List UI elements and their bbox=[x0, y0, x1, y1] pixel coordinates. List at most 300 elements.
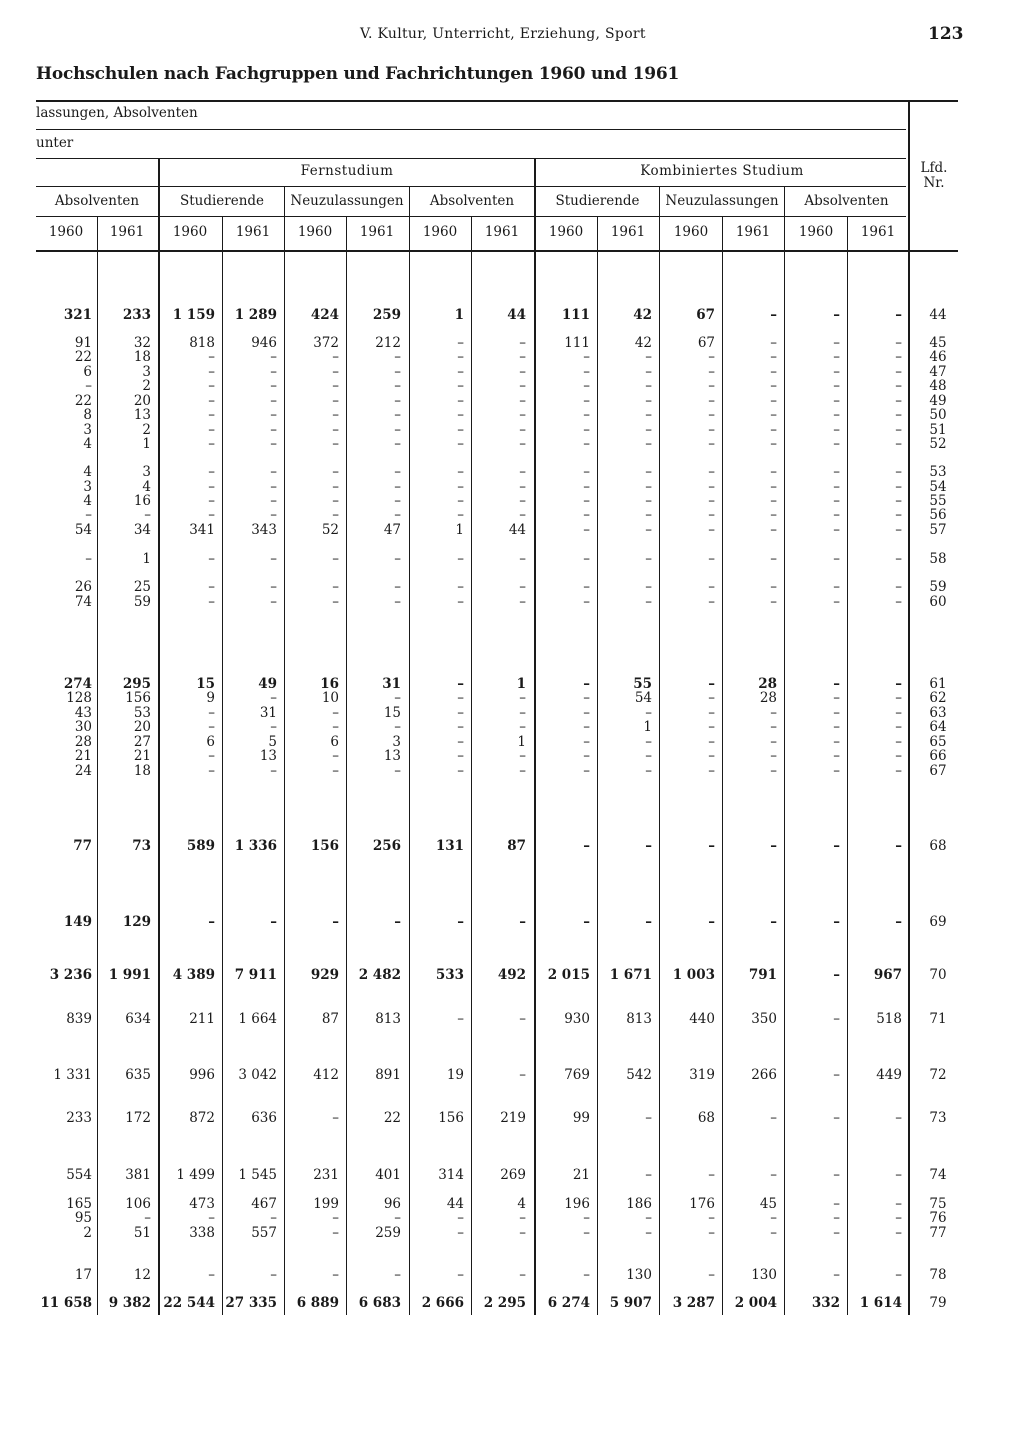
table-cell: – bbox=[895, 493, 902, 509]
table-cell: – bbox=[519, 1267, 526, 1283]
table-cell: – bbox=[833, 407, 840, 423]
table-cell: – bbox=[895, 436, 902, 452]
table-cell: – bbox=[583, 551, 590, 567]
table-cell: 55 bbox=[633, 676, 652, 692]
table-cell: – bbox=[895, 719, 902, 735]
sub-absolventen-2: Absolventen bbox=[429, 193, 515, 209]
year-header: 1960 bbox=[48, 224, 84, 240]
table-cell: – bbox=[833, 479, 840, 495]
table-cell: 73 bbox=[132, 838, 151, 854]
row-number: 78 bbox=[929, 1267, 947, 1283]
table-cell: – bbox=[583, 422, 590, 438]
row-number: 76 bbox=[929, 1210, 947, 1226]
table-cell: – bbox=[770, 436, 777, 452]
table-cell: – bbox=[770, 507, 777, 523]
table-cell: – bbox=[645, 748, 652, 764]
table-cell: 111 bbox=[561, 307, 590, 323]
table-cell: – bbox=[708, 1167, 715, 1183]
table-cell: 20 bbox=[133, 393, 151, 409]
table-cell: 59 bbox=[133, 594, 151, 610]
year-header: 1961 bbox=[235, 224, 271, 240]
table-cell: – bbox=[770, 464, 777, 480]
table-cell: 3 042 bbox=[238, 1067, 277, 1083]
year-header: 1960 bbox=[422, 224, 458, 240]
table-cell: – bbox=[394, 719, 401, 735]
table-cell: – bbox=[708, 551, 715, 567]
table-cell: – bbox=[583, 914, 590, 930]
table-cell: 338 bbox=[189, 1225, 215, 1241]
table-cell: – bbox=[770, 734, 777, 750]
rule-top bbox=[36, 100, 958, 102]
table-cell: – bbox=[208, 914, 215, 930]
table-cell: 533 bbox=[435, 967, 464, 983]
row-number: 69 bbox=[929, 914, 947, 930]
row-number: 51 bbox=[929, 422, 947, 438]
table-cell: – bbox=[457, 479, 464, 495]
row-number: 77 bbox=[929, 1225, 947, 1241]
table-cell: 68 bbox=[697, 1110, 715, 1126]
table-cell: 44 bbox=[507, 307, 526, 323]
table-cell: – bbox=[457, 393, 464, 409]
table-cell: – bbox=[519, 1225, 526, 1241]
table-cell: – bbox=[708, 378, 715, 394]
table-cell: – bbox=[583, 748, 590, 764]
row-number: 58 bbox=[929, 551, 947, 567]
table-cell: – bbox=[583, 705, 590, 721]
table-cell: – bbox=[583, 734, 590, 750]
table-cell: 634 bbox=[125, 1011, 151, 1027]
table-cell: – bbox=[394, 364, 401, 380]
table-cell: – bbox=[708, 349, 715, 365]
table-cell: 269 bbox=[500, 1167, 526, 1183]
table-cell: 15 bbox=[196, 676, 215, 692]
table-cell: – bbox=[85, 507, 92, 523]
table-cell: – bbox=[208, 594, 215, 610]
table-cell: – bbox=[833, 690, 840, 706]
table-cell: – bbox=[332, 594, 339, 610]
table-cell: 32 bbox=[133, 335, 151, 351]
table-cell: 5 907 bbox=[609, 1295, 652, 1311]
table-cell: 13 bbox=[259, 748, 277, 764]
table-cell: – bbox=[833, 378, 840, 394]
table-cell: 4 bbox=[142, 479, 151, 495]
table-cell: – bbox=[833, 1210, 840, 1226]
table-cell: – bbox=[770, 748, 777, 764]
table-cell: – bbox=[895, 335, 902, 351]
table-cell: – bbox=[332, 507, 339, 523]
table-cell: – bbox=[332, 493, 339, 509]
table-cell: – bbox=[833, 551, 840, 567]
table-cell: – bbox=[332, 914, 339, 930]
rule-group bbox=[158, 186, 906, 187]
table-cell: 274 bbox=[63, 676, 92, 692]
table-cell: – bbox=[457, 464, 464, 480]
table-cell: 381 bbox=[125, 1167, 151, 1183]
table-cell: – bbox=[895, 364, 902, 380]
table-cell: 769 bbox=[564, 1067, 590, 1083]
table-cell: – bbox=[85, 551, 92, 567]
table-cell: – bbox=[457, 1267, 464, 1283]
table-cell: – bbox=[394, 1210, 401, 1226]
table-cell: – bbox=[332, 364, 339, 380]
table-cell: – bbox=[770, 335, 777, 351]
table-cell: – bbox=[394, 594, 401, 610]
year-header: 1961 bbox=[109, 224, 145, 240]
table-cell: – bbox=[332, 763, 339, 779]
row-number: 74 bbox=[929, 1167, 947, 1183]
table-cell: 440 bbox=[689, 1011, 715, 1027]
table-cell: – bbox=[270, 507, 277, 523]
table-cell: – bbox=[583, 407, 590, 423]
table-cell: – bbox=[85, 378, 92, 394]
table-cell: – bbox=[708, 422, 715, 438]
nr-label: Nr. bbox=[923, 175, 945, 191]
table-cell: – bbox=[519, 378, 526, 394]
table-cell: – bbox=[583, 507, 590, 523]
table-cell: 350 bbox=[751, 1011, 777, 1027]
table-cell: 1 bbox=[643, 719, 652, 735]
table-cell: 1 614 bbox=[859, 1295, 902, 1311]
table-cell: 2 482 bbox=[358, 967, 401, 983]
table-cell: 401 bbox=[375, 1167, 401, 1183]
table-cell: – bbox=[270, 1210, 277, 1226]
table-cell: 4 bbox=[83, 464, 92, 480]
table-cell: 2 666 bbox=[421, 1295, 464, 1311]
table-cell: 149 bbox=[63, 914, 92, 930]
table-cell: 67 bbox=[696, 307, 715, 323]
row-number: 59 bbox=[929, 579, 947, 595]
table-cell: – bbox=[645, 734, 652, 750]
table-cell: 492 bbox=[497, 967, 526, 983]
table-cell: – bbox=[770, 719, 777, 735]
table-cell: – bbox=[708, 393, 715, 409]
row-number: 75 bbox=[929, 1196, 947, 1212]
table-cell: – bbox=[708, 579, 715, 595]
rule-header-bottom bbox=[36, 250, 958, 252]
table-cell: – bbox=[645, 378, 652, 394]
table-cell: 473 bbox=[189, 1196, 215, 1212]
table-cell: 321 bbox=[63, 307, 92, 323]
table-cell: – bbox=[770, 364, 777, 380]
table-cell: 16 bbox=[133, 493, 151, 509]
row-number: 50 bbox=[929, 407, 947, 423]
table-cell: – bbox=[583, 763, 590, 779]
table-cell: – bbox=[208, 364, 215, 380]
table-cell: 156 bbox=[438, 1110, 464, 1126]
year-header: 1960 bbox=[548, 224, 584, 240]
year-header: 1960 bbox=[798, 224, 834, 240]
table-cell: – bbox=[645, 364, 652, 380]
table-cell: 54 bbox=[74, 522, 92, 538]
table-cell: – bbox=[519, 1210, 526, 1226]
table-cell: – bbox=[833, 676, 840, 692]
year-header: 1961 bbox=[735, 224, 771, 240]
row-number: 44 bbox=[929, 307, 947, 323]
rule-row2 bbox=[36, 158, 906, 159]
table-cell: – bbox=[770, 407, 777, 423]
table-cell: – bbox=[583, 493, 590, 509]
table-cell: – bbox=[895, 1267, 902, 1283]
table-cell: – bbox=[895, 407, 902, 423]
table-cell: – bbox=[394, 378, 401, 394]
table-cell: 3 bbox=[142, 364, 151, 380]
table-cell: – bbox=[208, 407, 215, 423]
table-cell: 34 bbox=[133, 522, 151, 538]
table-cell: – bbox=[645, 407, 652, 423]
table-cell: – bbox=[519, 479, 526, 495]
table-cell: 4 bbox=[517, 1196, 526, 1212]
table-cell: – bbox=[895, 1225, 902, 1241]
table-cell: – bbox=[770, 1110, 777, 1126]
table-cell: – bbox=[708, 705, 715, 721]
table-cell: 2 004 bbox=[734, 1295, 777, 1311]
table-cell: – bbox=[708, 719, 715, 735]
table-cell: – bbox=[519, 393, 526, 409]
table-cell: 233 bbox=[66, 1110, 92, 1126]
table-cell: 518 bbox=[876, 1011, 902, 1027]
table-cell: – bbox=[519, 464, 526, 480]
table-cell: – bbox=[394, 407, 401, 423]
group-fernstudium: Fernstudium bbox=[300, 163, 394, 179]
table-cell: 130 bbox=[751, 1267, 777, 1283]
table-cell: – bbox=[583, 479, 590, 495]
table-cell: 557 bbox=[251, 1225, 277, 1241]
table-cell: – bbox=[645, 349, 652, 365]
table-cell: 129 bbox=[122, 914, 151, 930]
sub-absolventen-3: Absolventen bbox=[804, 193, 889, 209]
table-cell: 3 bbox=[142, 464, 151, 480]
table-cell: 21 bbox=[572, 1167, 590, 1183]
table-cell: 929 bbox=[310, 967, 339, 983]
table-cell: 1 331 bbox=[53, 1067, 92, 1083]
table-cell: 946 bbox=[251, 335, 277, 351]
row-number: 55 bbox=[929, 493, 947, 509]
table-cell: – bbox=[270, 407, 277, 423]
table-cell: 130 bbox=[626, 1267, 652, 1283]
table-cell: – bbox=[770, 493, 777, 509]
table-cell: 256 bbox=[372, 838, 401, 854]
table-cell: 542 bbox=[626, 1067, 652, 1083]
table-cell: – bbox=[645, 1167, 652, 1183]
year-header: 1961 bbox=[484, 224, 520, 240]
table-cell: 341 bbox=[189, 522, 215, 538]
table-cell: 6 683 bbox=[358, 1295, 401, 1311]
table-cell: 53 bbox=[133, 705, 151, 721]
table-cell: – bbox=[394, 422, 401, 438]
table-cell: 28 bbox=[74, 734, 92, 750]
table-cell: 47 bbox=[383, 522, 401, 538]
table-cell: – bbox=[645, 594, 652, 610]
table-cell: – bbox=[583, 378, 590, 394]
table-cell: 3 bbox=[83, 422, 92, 438]
table-cell: 6 bbox=[330, 734, 339, 750]
table-cell: – bbox=[770, 763, 777, 779]
table-cell: 24 bbox=[74, 763, 92, 779]
table-cell: – bbox=[645, 1225, 652, 1241]
table-cell: 22 bbox=[74, 349, 92, 365]
table-cell: – bbox=[895, 307, 902, 323]
table-cell: 12 bbox=[133, 1267, 151, 1283]
table-cell: – bbox=[895, 579, 902, 595]
table-cell: – bbox=[208, 464, 215, 480]
table-cell: – bbox=[208, 493, 215, 509]
table-cell: – bbox=[457, 676, 464, 692]
table-cell: – bbox=[770, 579, 777, 595]
table-cell: 199 bbox=[313, 1196, 339, 1212]
table-cell: – bbox=[519, 594, 526, 610]
table-cell: – bbox=[583, 1267, 590, 1283]
table-cell: – bbox=[770, 479, 777, 495]
row-number: 70 bbox=[929, 967, 947, 983]
table-cell: 791 bbox=[748, 967, 777, 983]
table-cell: 813 bbox=[626, 1011, 652, 1027]
table-cell: 314 bbox=[438, 1167, 464, 1183]
table-cell: 343 bbox=[251, 522, 277, 538]
table-cell: – bbox=[270, 690, 277, 706]
table-cell: 412 bbox=[313, 1067, 339, 1083]
table-cell: – bbox=[895, 1110, 902, 1126]
table-cell: 449 bbox=[876, 1067, 902, 1083]
table-cell: 111 bbox=[564, 335, 590, 351]
table-cell: – bbox=[583, 436, 590, 452]
table-cell: 21 bbox=[133, 748, 151, 764]
table-cell: 42 bbox=[634, 335, 652, 351]
table-cell: – bbox=[770, 838, 777, 854]
table-cell: 54 bbox=[634, 690, 652, 706]
table-cell: 106 bbox=[125, 1196, 151, 1212]
table-cell: – bbox=[583, 579, 590, 595]
table-cell: – bbox=[332, 1267, 339, 1283]
table-cell: – bbox=[708, 1225, 715, 1241]
table-cell: – bbox=[519, 407, 526, 423]
table-cell: – bbox=[270, 719, 277, 735]
table-cell: 22 bbox=[383, 1110, 401, 1126]
table-cell: – bbox=[833, 763, 840, 779]
table-cell: – bbox=[394, 507, 401, 523]
table-cell: – bbox=[833, 436, 840, 452]
table-cell: – bbox=[833, 748, 840, 764]
table-cell: – bbox=[270, 763, 277, 779]
table-cell: – bbox=[519, 507, 526, 523]
table-cell: – bbox=[332, 579, 339, 595]
table-cell: – bbox=[708, 676, 715, 692]
table-cell: – bbox=[833, 1011, 840, 1027]
row-number: 66 bbox=[929, 748, 947, 764]
table-cell: 3 bbox=[83, 479, 92, 495]
table-cell: – bbox=[583, 838, 590, 854]
table-cell: – bbox=[270, 364, 277, 380]
table-cell: – bbox=[208, 349, 215, 365]
table-cell: – bbox=[833, 507, 840, 523]
table-cell: – bbox=[332, 551, 339, 567]
table-cell: – bbox=[895, 690, 902, 706]
table-cell: 1 664 bbox=[238, 1011, 277, 1027]
table-cell: – bbox=[457, 579, 464, 595]
table-cell: 30 bbox=[74, 719, 92, 735]
table-cell: – bbox=[332, 436, 339, 452]
table-cell: – bbox=[645, 522, 652, 538]
table-cell: 156 bbox=[310, 838, 339, 854]
table-cell: – bbox=[270, 349, 277, 365]
table-cell: 26 bbox=[74, 579, 92, 595]
table-cell: – bbox=[708, 364, 715, 380]
table-cell: 31 bbox=[382, 676, 401, 692]
table-cell: – bbox=[708, 479, 715, 495]
table-cell: – bbox=[332, 422, 339, 438]
table-cell: – bbox=[208, 378, 215, 394]
table-cell: 1 bbox=[142, 551, 151, 567]
table-cell: – bbox=[332, 464, 339, 480]
table-cell: 196 bbox=[564, 1196, 590, 1212]
table-cell: – bbox=[519, 436, 526, 452]
table-cell: – bbox=[583, 393, 590, 409]
table-cell: – bbox=[457, 436, 464, 452]
table-cell: – bbox=[708, 407, 715, 423]
table-cell: 44 bbox=[508, 522, 526, 538]
table-cell: – bbox=[833, 1196, 840, 1212]
table-cell: – bbox=[519, 748, 526, 764]
table-cell: – bbox=[708, 914, 715, 930]
table-cell: 4 389 bbox=[172, 967, 215, 983]
table-cell: 10 bbox=[321, 690, 339, 706]
table-cell: – bbox=[583, 676, 590, 692]
table-cell: 28 bbox=[758, 676, 777, 692]
row-number: 49 bbox=[929, 393, 947, 409]
table-cell: – bbox=[457, 1210, 464, 1226]
table-cell: – bbox=[833, 1225, 840, 1241]
table-cell: – bbox=[583, 364, 590, 380]
table-cell: – bbox=[583, 719, 590, 735]
table-cell: – bbox=[394, 436, 401, 452]
table-cell: 6 bbox=[206, 734, 215, 750]
table-cell: – bbox=[895, 507, 902, 523]
table-cell: – bbox=[270, 579, 277, 595]
table-cell: – bbox=[645, 579, 652, 595]
table-cell: – bbox=[208, 719, 215, 735]
table-cell: – bbox=[270, 378, 277, 394]
table-cell: – bbox=[457, 914, 464, 930]
table-cell: 3 287 bbox=[672, 1295, 715, 1311]
table-cell: – bbox=[770, 1210, 777, 1226]
table-title: Hochschulen nach Fachgruppen und Fachrichtungen 1960 und 1961 bbox=[36, 64, 680, 84]
table-cell: 967 bbox=[873, 967, 902, 983]
table-cell: – bbox=[895, 464, 902, 480]
table-cell: 8 bbox=[83, 407, 92, 423]
table-cell: – bbox=[770, 378, 777, 394]
table-cell: 1 545 bbox=[238, 1167, 277, 1183]
row-number: 61 bbox=[929, 676, 947, 692]
table-cell: 176 bbox=[689, 1196, 715, 1212]
table-cell: – bbox=[270, 436, 277, 452]
table-cell: – bbox=[708, 436, 715, 452]
table-cell: – bbox=[645, 393, 652, 409]
table-cell: – bbox=[583, 1225, 590, 1241]
table-cell: 22 544 bbox=[163, 1295, 215, 1311]
table-cell: – bbox=[708, 464, 715, 480]
table-cell: – bbox=[457, 335, 464, 351]
table-cell: – bbox=[645, 914, 652, 930]
table-cell: – bbox=[394, 690, 401, 706]
table-cell: – bbox=[457, 364, 464, 380]
row-number: 45 bbox=[929, 335, 947, 351]
table-cell: – bbox=[332, 719, 339, 735]
table-cell: – bbox=[833, 1110, 840, 1126]
table-cell: – bbox=[770, 1167, 777, 1183]
table-cell: – bbox=[708, 493, 715, 509]
table-cell: 332 bbox=[811, 1295, 840, 1311]
table-cell: – bbox=[208, 748, 215, 764]
table-cell: – bbox=[833, 838, 840, 854]
